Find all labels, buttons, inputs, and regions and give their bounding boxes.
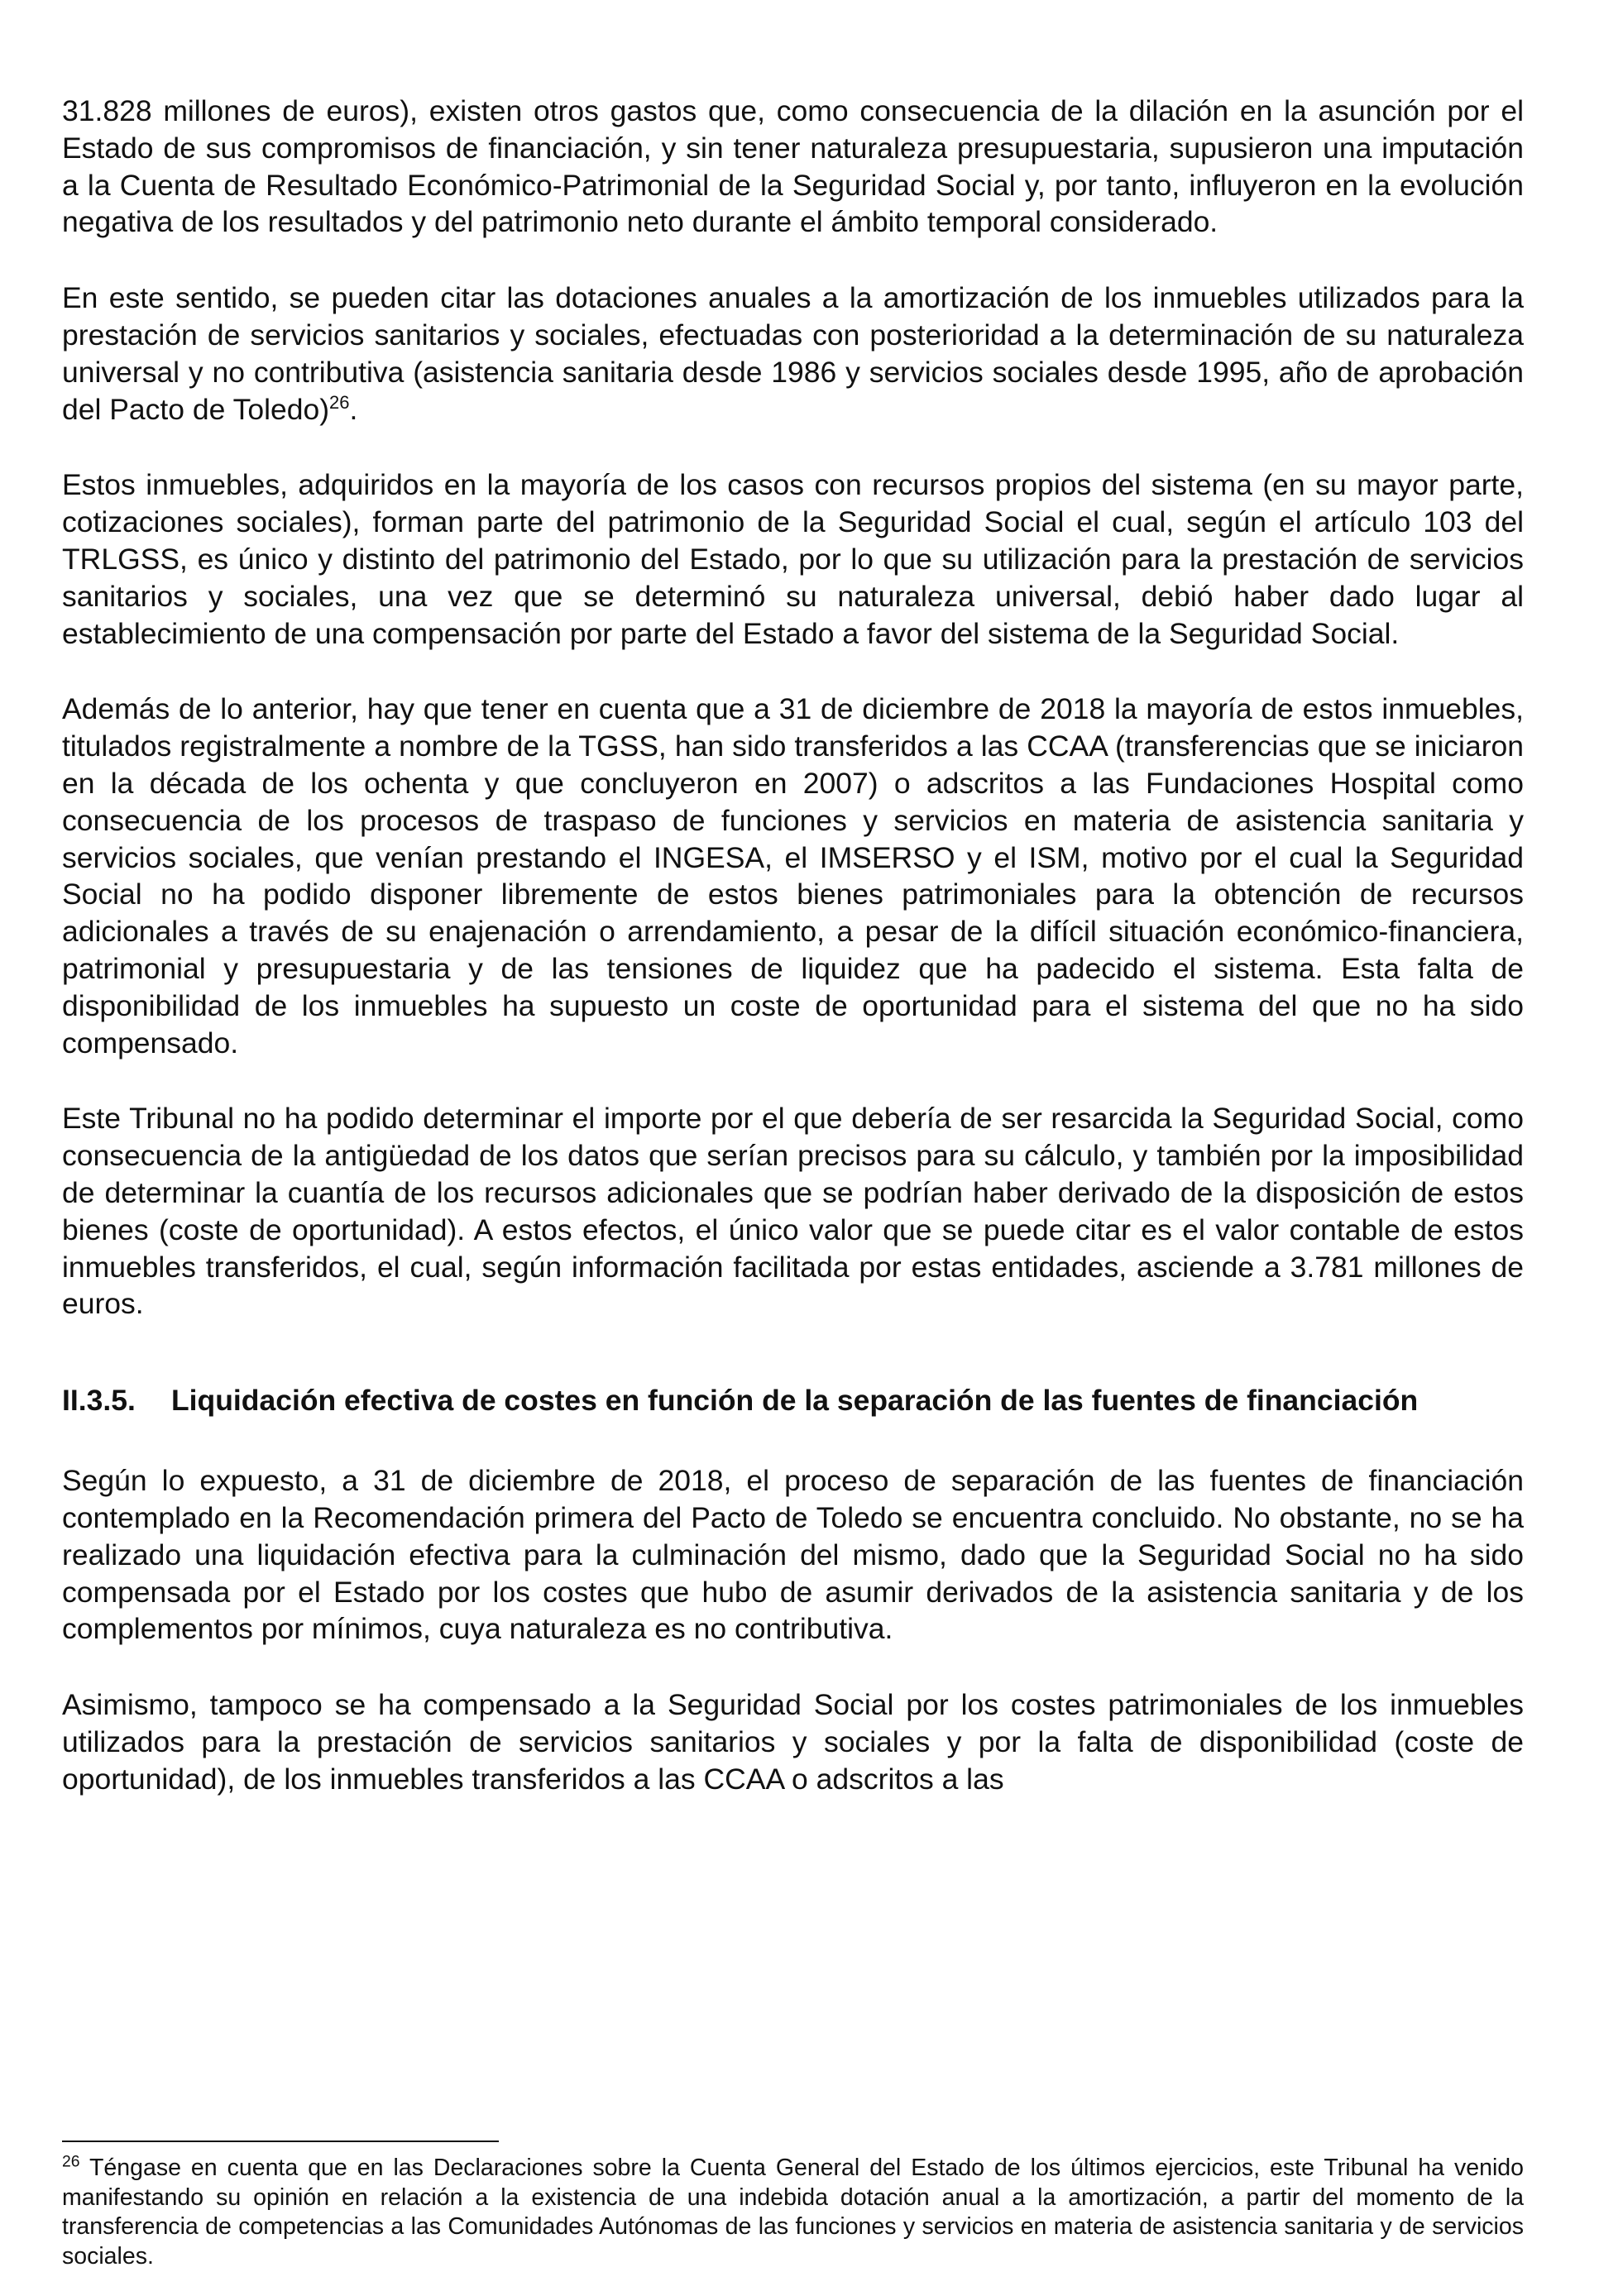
footnote-text: Téngase en cuenta que en las Declaraciones sobre la Cuenta General del Estado de los últimos ejercicios, este Tribunal ha venido manifestando su opinión en relación a la existencia de una indebida dotación anual a la amortización, a partir del momento de la transferencia de competencias a las Comunidades Autónomas de las funciones y servicios en materia de asistencia sanitaria y de servicios sociales.	[62, 2155, 1524, 2270]
section-heading	[62, 1382, 1524, 1419]
paragraph-4: Además de lo anterior, hay que tener en cuenta que a 31 de diciembre de 2018 la mayoría de estos inmuebles, titulados registralmente a nombre de la TGSS, han sido transferidos a las CCAA (transferencias que se iniciaron en la década de los ochenta y que concluyeron en 2007) o adscritos a las Fundaciones Hospital como consecuencia de los procesos de traspaso de funciones y servicios en materia de asistencia sanitaria y servicios sociales, que venían prestando el INGESA, el IMSERSO y el ISM, motivo por el cual la Seguridad Social no ha podido disponer libremente de estos bienes patrimoniales para la obtención de recursos adicionales a través de su enajenación o arrendamiento, a pesar de la difícil situación económico-financiera, patrimonial y presupuestaria y de las tensiones de liquidez que ha padecido el sistema. Esta falta de disponibilidad de los inmuebles ha supuesto un coste de oportunidad para el sistema del que no ha sido compensado.	[62, 692, 1524, 1060]
paragraph-5: Este Tribunal no ha podido determinar el importe por el que debería de ser resarcida la Seguridad Social, como consecuencia de la antigüedad de los datos que serían precisos para su cálculo, y también por la imposibilidad de determinar la cuantía de los recursos adicionales que se podrían haber derivado de la disposición de estos bienes (coste de oportunidad). A estos efectos, el único valor que se puede citar es el valor contable de estos inmuebles transferidos, el cual, según información facilitada por estas entidades, asciende a 3.781 millones de euros.	[62, 1102, 1524, 1321]
paragraph-3: Estos inmuebles, adquiridos en la mayoría de los casos con recursos propios del sistema (en su mayor parte, cotizaciones sociales), forman parte del patrimonio de la Seguridad Social el cual, según el artículo 103 del TRLGSS, es único y distinto del patrimonio del Estado, por lo que su utilización para la prestación de servicios sanitarios y sociales, una vez que se determinó su naturaleza universal, debió haber dado lugar al establecimiento de una compensación por parte del Estado a favor del sistema de la Seguridad Social.	[62, 468, 1524, 650]
paragraph-1: 31.828 millones de euros), existen otros gastos que, como consecuencia de la dilación en la asunción por el Estado de sus compromisos de financiación, y sin tener naturaleza presupuestaria, supusieron una imputación a la Cuenta de Resultado Económico-Patrimonial de la Seguridad Social y, por tanto, influyeron en la evolución negativa de los resultados y del patrimonio neto durante el ámbito temporal considerado.	[62, 94, 1524, 239]
paragraph-2	[62, 280, 1524, 428]
section-title: Liquidación efectiva de costes en función de la separación de las fuentes de financiación	[171, 1384, 1419, 1418]
section-number: II.3.5.	[62, 1384, 136, 1418]
footnote-26	[62, 2154, 1524, 2271]
section-paragraph-2: Asimismo, tampoco se ha compensado a la Seguridad Social por los costes patrimoniales de los inmuebles utilizados para la prestación de servicios sanitarios y sociales y por la falta de disponibilidad (coste de oportunidad), de los inmuebles transferidos a las CCAA o adscritos a las	[62, 1688, 1524, 1796]
section-paragraph-1: Según lo expuesto, a 31 de diciembre de 2018, el proceso de separación de las fuentes de financiación contemplado en la Recomendación primera del Pacto de Toledo se encuentra concluido. No obstante, no se ha realizado una liquidación efectiva para la culminación del mismo, dado que la Seguridad Social no ha sido compensada por el Estado por los costes que hubo de asumir derivados de la asistencia sanitaria y de los complementos por mínimos, cuya naturaleza es no contributiva.	[62, 1464, 1524, 1646]
paragraph-2-text: En este sentido, se pueden citar las dotaciones anuales a la amortización de los inmuebles utilizados para la prestación de servicios sanitarios y sociales, efectuadas con posterioridad a la determinación de su naturaleza universal y no contributiva (asistencia sanitaria desde 1986 y servicios sociales desde 1995, año de aprobación del Pacto de Toledo)	[62, 281, 1524, 426]
footnote-number: 26	[62, 2152, 80, 2171]
paragraph-2-period: .	[349, 392, 358, 426]
footnote-ref-26[interactable]: 26	[329, 391, 350, 413]
footnote-separator	[62, 2141, 499, 2142]
document-page	[62, 93, 1524, 1797]
